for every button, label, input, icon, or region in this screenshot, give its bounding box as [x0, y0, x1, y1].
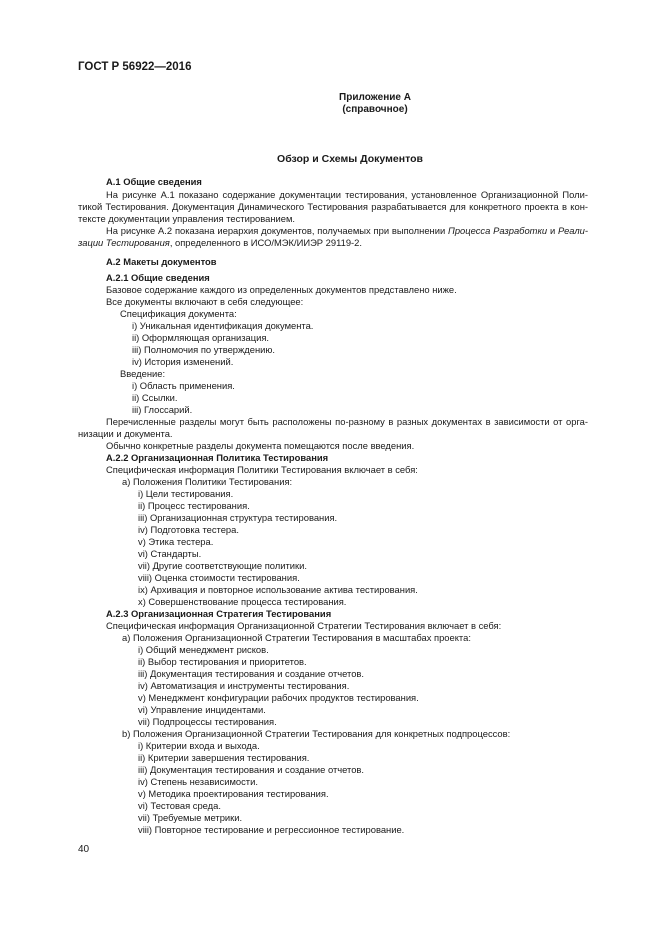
- list-item: ii) Выбор тестирования и приоритетов.: [138, 656, 307, 667]
- list-item: iv) Автоматизация и инструменты тестирования.: [138, 680, 350, 691]
- paragraph-line: Перечисленные разделы могут быть расположены по-разному в разных документах в зависимости от орга-: [106, 416, 588, 427]
- paragraph-line: зации Тестирования, определенного в ИСО/МЭК/ИИЭР 29119-2.: [78, 237, 362, 248]
- paragraph-line: На рисунке А.1 показано содержание документации тестирования, установленное Организационной Поли-: [106, 189, 588, 200]
- list-item: ii) Оформляющая организация.: [132, 332, 270, 343]
- list-item: v) Методика проектирования тестирования.: [138, 788, 329, 799]
- annex-title: Приложение А: [339, 92, 411, 103]
- paragraph-line: тексте документации управления тестированием.: [78, 213, 296, 224]
- list-label: а) Положения Организационной Стратегии Тестирования в масштабах проекта:: [122, 632, 471, 643]
- standard-header: ГОСТ Р 56922—2016: [78, 61, 192, 73]
- section-heading: А.2 Макеты документов: [106, 256, 217, 267]
- list-item: vi) Стандарты.: [138, 548, 202, 559]
- list-label: b) Положения Организационной Стратегии Тестирования для конкретных подпроцессов:: [122, 728, 511, 739]
- list-item: iii) Полномочия по утверждению.: [132, 344, 276, 355]
- paragraph-line: Специфическая информация Политики Тестирования включает в себя:: [106, 464, 418, 475]
- paragraph-line: Специфическая информация Организационной Стратегии Тестирования включает в себя:: [106, 620, 502, 631]
- paragraph-line: низации и документа.: [78, 428, 173, 439]
- list-item: iii) Глоссарий.: [132, 404, 193, 415]
- paragraph-line: тикой Тестирования. Документация Динамического Тестирования разрабатывается для конкретного проекта в кон-: [78, 201, 588, 212]
- paragraph-line: Базовое содержание каждого из определенных документов представлено ниже.: [106, 284, 457, 295]
- list-item: iv) Степень независимости.: [138, 776, 258, 787]
- paragraph-line: Все документы включают в себя следующее:: [106, 296, 304, 307]
- list-item: v) Этика тестера.: [138, 536, 214, 547]
- list-item: vii) Требуемые метрики.: [138, 812, 243, 823]
- list-item: iv) История изменений.: [132, 356, 234, 367]
- list-item: iv) Подготовка тестера.: [138, 524, 239, 535]
- list-item: viii) Повторное тестирование и регрессионное тестирование.: [138, 824, 405, 835]
- list-label: Введение:: [120, 368, 166, 379]
- subsection-heading: А.2.3 Организационная Стратегия Тестирования: [106, 608, 332, 619]
- list-item: viii) Оценка стоимости тестирования.: [138, 572, 300, 583]
- list-item: v) Менеджмент конфигурации рабочих продуктов тестирования.: [138, 692, 419, 703]
- paragraph-line: Обычно конкретные разделы документа помещаются после введения.: [106, 440, 415, 451]
- list-item: ii) Критерии завершения тестирования.: [138, 752, 310, 763]
- list-label: а) Положения Политики Тестирования:: [122, 476, 293, 487]
- list-item: ix) Архивация и повторное использование актива тестирования.: [138, 584, 418, 595]
- list-item: vi) Тестовая среда.: [138, 800, 221, 811]
- list-item: i) Уникальная идентификация документа.: [132, 320, 314, 331]
- list-item: iii) Документация тестирования и создание отчетов.: [138, 764, 365, 775]
- list-item: iii) Документация тестирования и создание отчетов.: [138, 668, 365, 679]
- subsection-heading: А.2.1 Общие сведения: [106, 272, 210, 283]
- list-item: i) Область применения.: [132, 380, 235, 391]
- list-item: iii) Организационная структура тестирования.: [138, 512, 338, 523]
- list-item: vi) Управление инцидентами.: [138, 704, 266, 715]
- annex-subtitle: (справочное): [342, 104, 408, 115]
- list-item: ii) Процесс тестирования.: [138, 500, 250, 511]
- list-item: i) Цели тестирования.: [138, 488, 234, 499]
- list-item: i) Общий менеджмент рисков.: [138, 644, 269, 655]
- document-title: Обзор и Схемы Документов: [277, 153, 423, 165]
- list-item: vii) Подпроцессы тестирования.: [138, 716, 277, 727]
- list-label: Спецификация документа:: [120, 308, 237, 319]
- list-item: i) Критерии входа и выхода.: [138, 740, 260, 751]
- list-item: ii) Ссылки.: [132, 392, 178, 403]
- paragraph-line: На рисунке А.2 показана иерархия документов, получаемых при выполнении Процесса Разработки и Реали-: [106, 225, 589, 236]
- list-item: vii) Другие соответствующие политики.: [138, 560, 307, 571]
- subsection-heading: А.2.2 Организационная Политика Тестирования: [106, 452, 329, 463]
- list-item: x) Совершенствование процесса тестирования.: [138, 596, 347, 607]
- page-number: 40: [78, 844, 90, 855]
- section-heading: А.1 Общие сведения: [106, 176, 202, 187]
